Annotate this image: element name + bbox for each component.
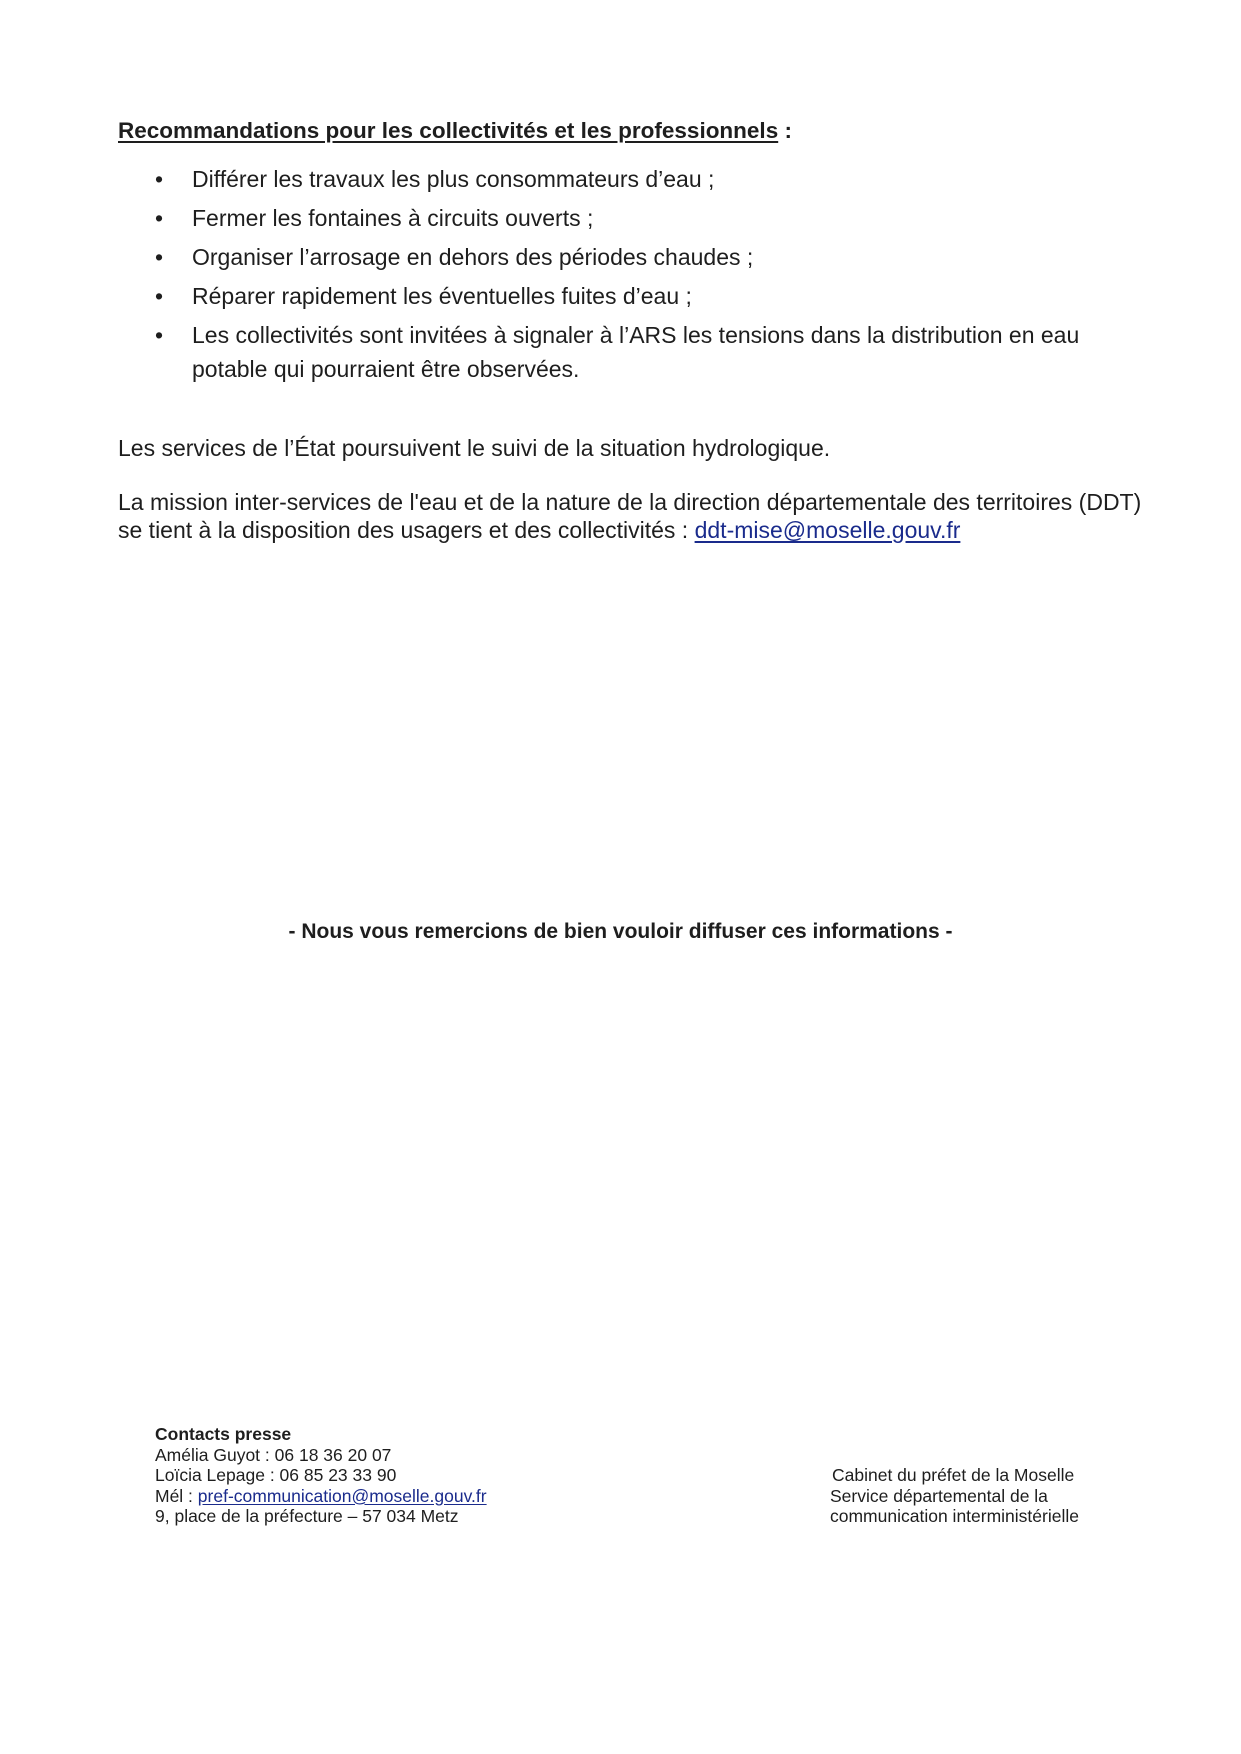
list-item [118, 163, 1148, 197]
monitoring-paragraph: Les services de l’État poursuivent le suivi de la situation hydrologique. [118, 435, 831, 461]
cabinet-block [832, 1465, 1079, 1527]
recommendations-heading-text: Recommandations pour les collectivités et les professionnels [118, 118, 779, 143]
bullet-icon: • [155, 244, 164, 270]
recommendations-list [118, 163, 1148, 392]
recommendations-heading-suffix: : [778, 118, 792, 143]
mission-text: La mission inter-services de l'eau et de la nature de la direction départementale des territoires (DDT) se tient à la disposition des usagers et des collectivités : [118, 489, 1142, 543]
mail-label: Mél : [155, 1485, 198, 1506]
list-item-text: Fermer les fontaines à circuits ouverts ; [192, 205, 594, 231]
list-item-text: Les collectivités sont invitées à signaler à l’ARS les tensions dans la distribution en eau potable qui pourraient être observées. [192, 322, 1080, 382]
ddt-email-link[interactable]: ddt-mise@moselle.gouv.fr [694, 517, 961, 543]
list-item-text: Différer les travaux les plus consommateurs d’eau ; [192, 166, 715, 192]
press-contact-mail-line [155, 1486, 487, 1507]
press-contacts-title: Contacts presse [155, 1424, 292, 1444]
bullet-icon: • [155, 166, 164, 192]
press-email-link[interactable]: pref-communication@moselle.gouv.fr [197, 1485, 487, 1506]
list-item [118, 241, 1148, 275]
cabinet-line: Cabinet du préfet de la Moselle [832, 1465, 1075, 1485]
cabinet-line: communication interministérielle [830, 1506, 1079, 1526]
press-address: 9, place de la préfecture – 57 034 Metz [155, 1506, 459, 1526]
bullet-icon: • [155, 322, 164, 348]
press-contact-line: Amélia Guyot : 06 18 36 20 07 [155, 1444, 392, 1465]
list-item [118, 280, 1148, 314]
bullet-icon: • [155, 283, 164, 309]
cabinet-line: Service départemental de la [830, 1485, 1048, 1506]
list-item-text: Réparer rapidement les éventuelles fuites d’eau ; [192, 283, 692, 309]
closing-message: - Nous vous remercions de bien vouloir diffuser ces informations - [288, 920, 953, 943]
mission-paragraph [118, 488, 1148, 544]
recommendations-heading [118, 116, 792, 146]
press-contacts-block [155, 1424, 487, 1527]
list-item [118, 319, 1148, 386]
list-item [118, 202, 1148, 236]
press-contact-line: Loïcia Lepage : 06 85 23 33 90 [155, 1465, 397, 1485]
bullet-icon: • [155, 205, 164, 231]
list-item-text: Organiser l’arrosage en dehors des périodes chaudes ; [192, 244, 754, 270]
